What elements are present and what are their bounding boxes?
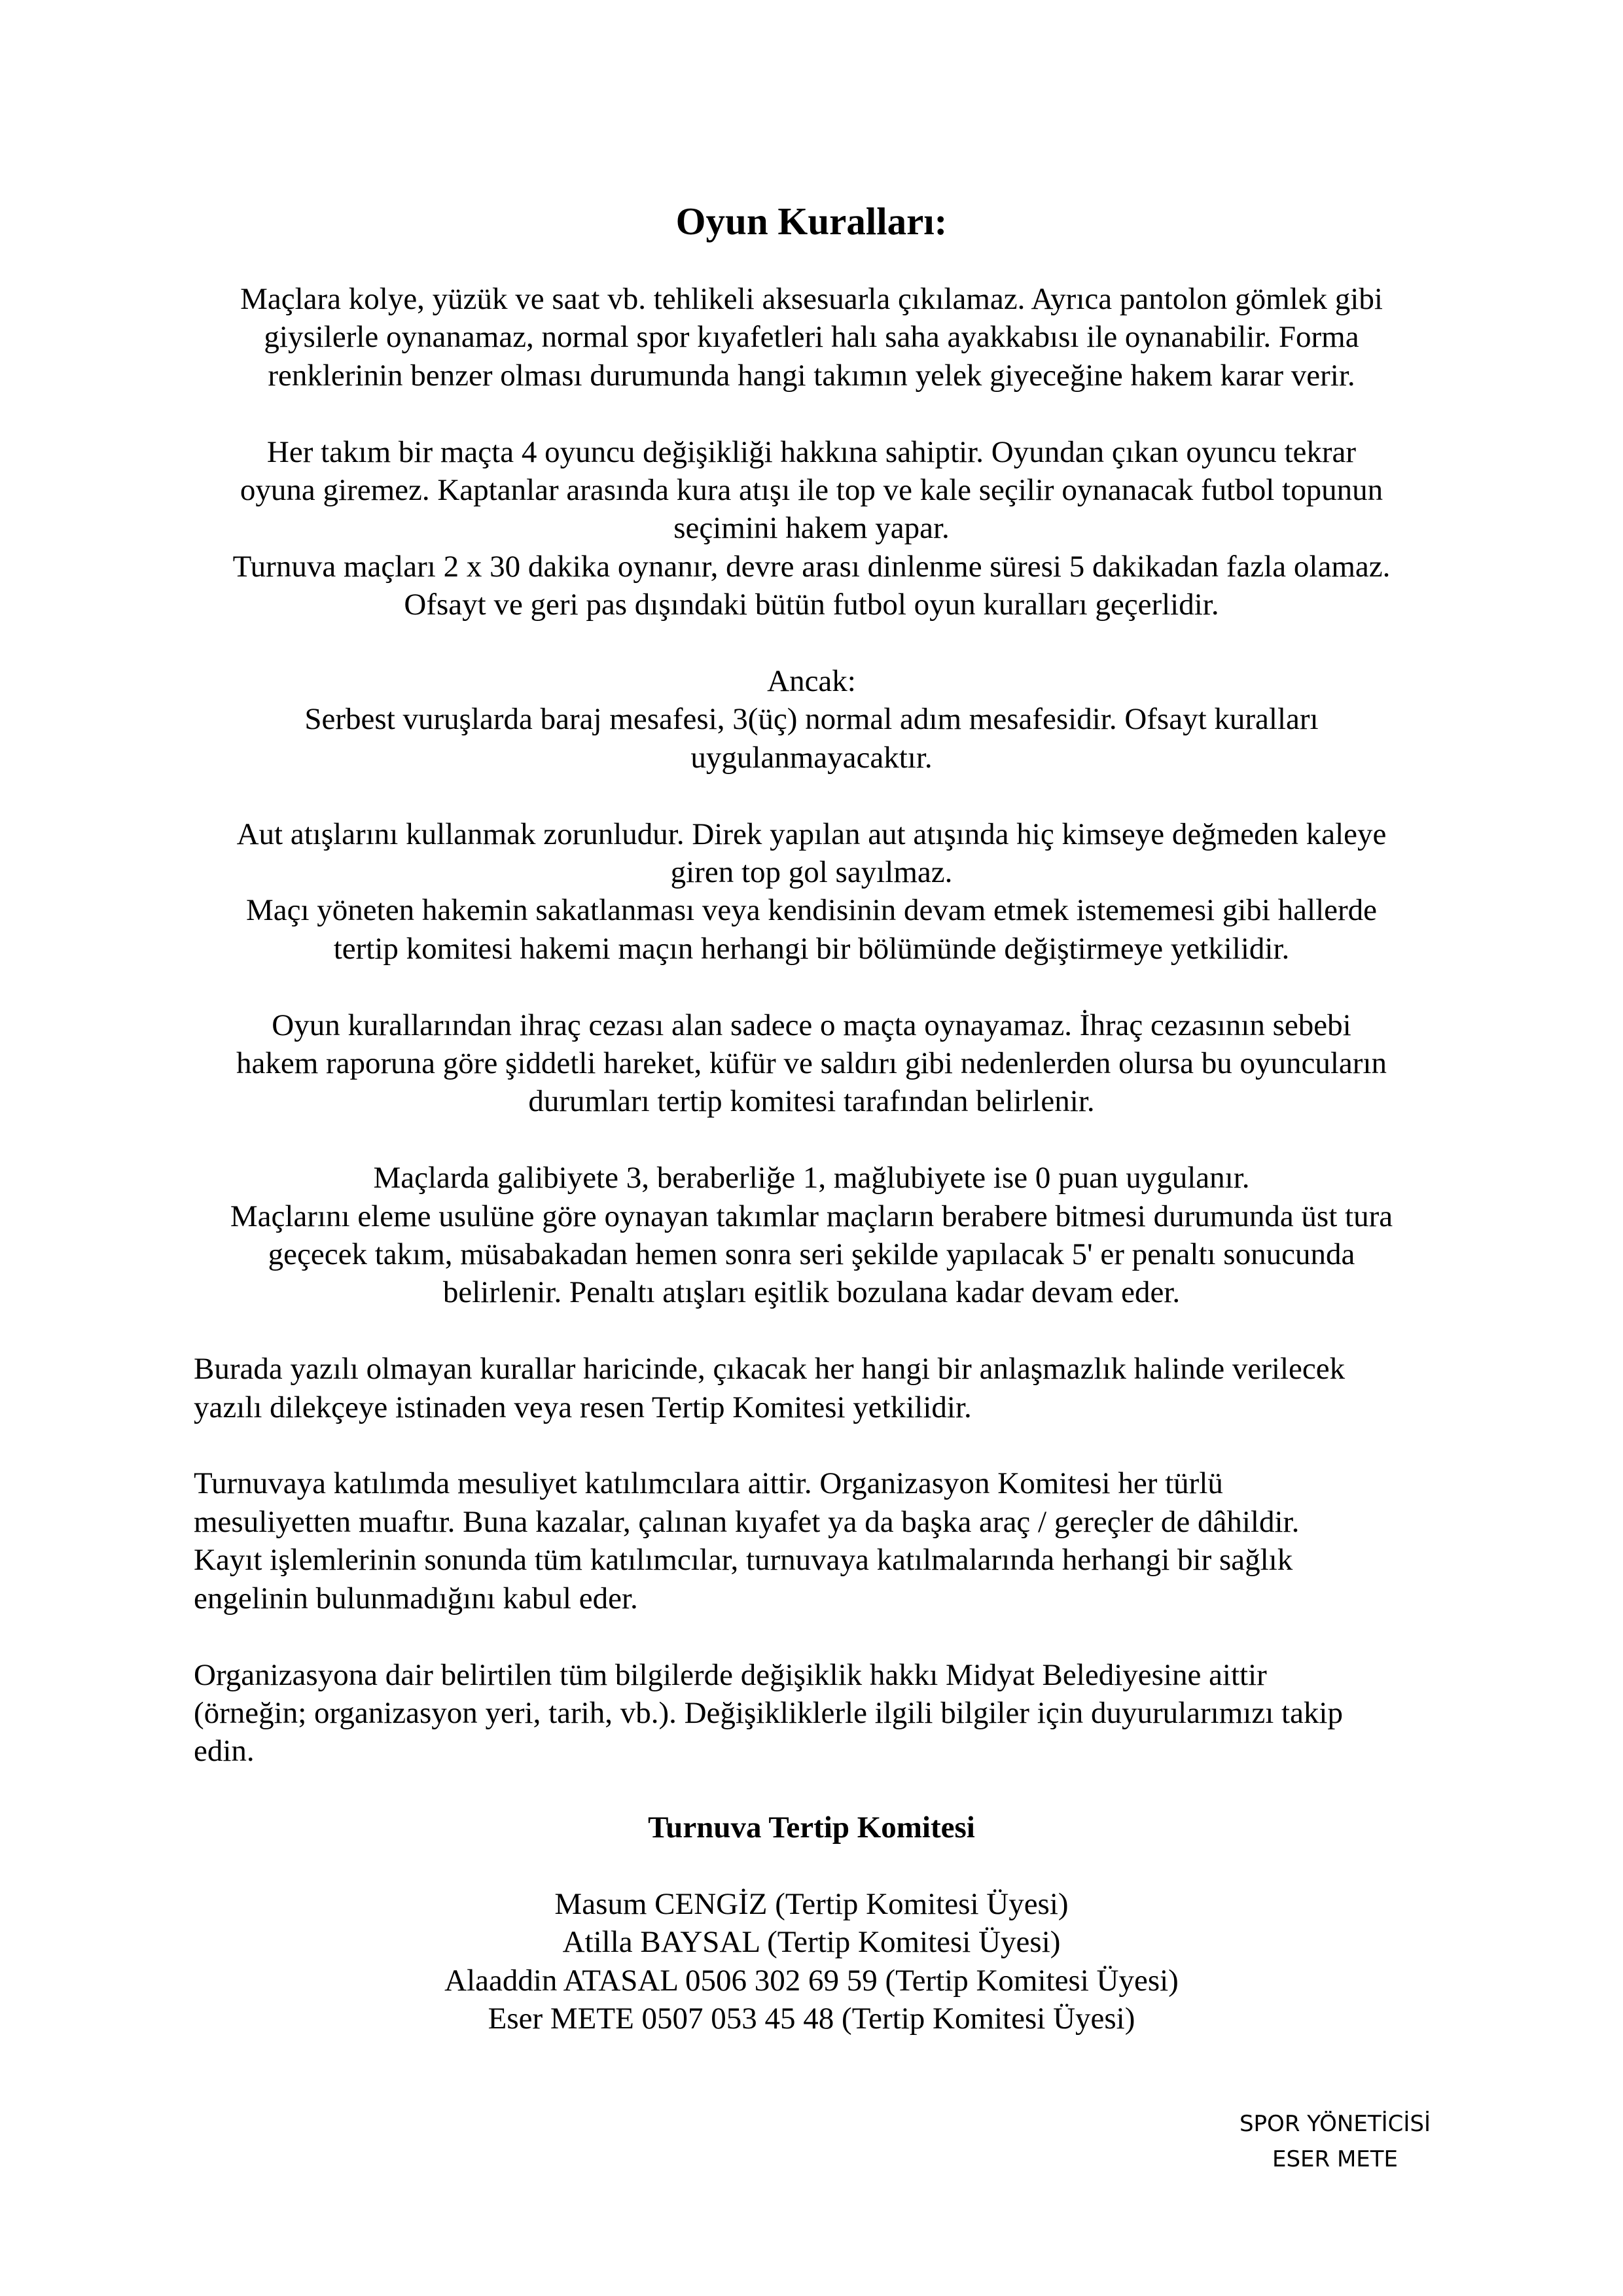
text-line: hakem raporuna göre şiddetli hareket, küfür ve saldırı gibi nedenlerden olursa bu oyuncuların [236, 1046, 1387, 1081]
paragraph-throw-in-referee [0, 815, 1623, 968]
text-line: Her takım bir maçta 4 oyuncu değişikliği hakkına sahiptir. Oyundan çıkan oyuncu tekrar [266, 434, 1357, 469]
text-line: Ofsayt ve geri pas dışındaki bütün futbol oyun kuralları geçerlidir. [404, 588, 1219, 622]
text-line: Turnuva maçları 2 x 30 dakika oynanır, devre arası dinlenme süresi 5 dakikadan fazla olamaz. [232, 549, 1391, 584]
paragraph-equipment-rules [0, 280, 1623, 395]
paragraph-liability [0, 1464, 1623, 1617]
text-line: uygulanmayacaktır. [690, 740, 933, 775]
text-line: Maçı yöneten hakemin sakatlanması veya kendisinin devam etmek istememesi gibi hallerde [245, 893, 1378, 928]
page-title: Oyun Kuralları: [675, 200, 948, 243]
text-line: Burada yazılı olmayan kurallar haricinde, çıkacak her hangi bir anlaşmazlık halinde verilecek [194, 1352, 1346, 1386]
text-line: yazılı dilekçeye istinaden veya resen Tertip Komitesi yetkilidir. [194, 1390, 972, 1424]
paragraph-substitution-rules [0, 433, 1623, 624]
signature-block [1217, 2106, 1453, 2177]
text-line: mesuliyetten muaftır. Buna kazalar, çalınan kıyafet ya da başka araç / gereçler de dâhildir. [194, 1504, 1300, 1539]
committee-member: Masum CENGİZ (Tertip Komitesi Üyesi) [554, 1886, 1069, 1921]
text-line: belirlenir. Penaltı atışları eşitlik bozulana kadar devam eder. [442, 1275, 1181, 1310]
committee-member: Eser METE 0507 053 45 48 (Tertip Komitesi Üyesi) [488, 2002, 1135, 2036]
text-line: Aut atışlarını kullanmak zorunludur. Direk yapılan aut atışında hiç kimseye değmeden kaleye [236, 817, 1387, 851]
text-line: tertip komitesi hakemi maçın herhangi bir bölümünde değiştirmeye yetkilidir. [333, 931, 1290, 966]
text-line: Organizasyona dair belirtilen tüm bilgilerde değişiklik hakkı Midyat Belediyesine aittir [194, 1657, 1267, 1692]
text-line: durumları tertip komitesi tarafından belirlenir. [528, 1084, 1095, 1119]
document-body [0, 280, 1623, 2038]
text-line: Oyun kurallarından ihraç cezası alan sadece o maçta oynayamaz. İhraç cezasının sebebi [272, 1008, 1351, 1042]
text-line: (örneğin; organizasyon yeri, tarih, vb.). Değişikliklerle ilgili bilgiler için duyurularımızı takip [194, 1695, 1343, 1730]
text-line: oyuna giremez. Kaptanlar arasında kura atışı ile top ve kale seçilir oynanacak futbol topunun [240, 473, 1383, 508]
paragraph-exceptions [0, 662, 1623, 777]
signature-name: ESER METE [1272, 2146, 1399, 2172]
committee-members [0, 1885, 1623, 2038]
text-line: Ancak: [767, 664, 856, 699]
text-line: geçecek takım, müsabakadan hemen sonra seri şekilde yapılacak 5' er penaltı sonucunda [268, 1237, 1355, 1272]
text-line: giysilerle oynanamaz, normal spor kıyafetleri halı saha ayakkabısı ile oynanabilir. Forma [264, 320, 1359, 355]
paragraph-changes [0, 1656, 1623, 1771]
paragraph-scoring [0, 1159, 1623, 1312]
text-line: Maçlarını eleme usulüne göre oynayan takımlar maçların berabere bitmesi durumunda üst tura [230, 1199, 1393, 1233]
committee-member: Atilla BAYSAL (Tertip Komitesi Üyesi) [562, 1925, 1061, 1960]
text-line: Maçlara kolye, yüzük ve saat vb. tehlikeli aksesuarla çıkılamaz. Ayrıca pantolon gömlek gibi [240, 282, 1383, 316]
text-line: Turnuvaya katılımda mesuliyet katılımcılara aittir. Organizasyon Komitesi her türlü [194, 1466, 1223, 1501]
text-line: Maçlarda galibiyete 3, beraberliğe 1, mağlubiyete ise 0 puan uygulanır. [373, 1161, 1250, 1195]
text-line: seçimini hakem yapar. [673, 511, 950, 546]
committee-title: Turnuva Tertip Komitesi [648, 1810, 975, 1845]
text-line: engelinin bulunmadığını kabul eder. [194, 1581, 638, 1616]
paragraph-disqualification [0, 1006, 1623, 1121]
paragraph-disputes [0, 1350, 1623, 1426]
committee-member: Alaaddin ATASAL 0506 302 69 59 (Tertip Komitesi Üyesi) [444, 1963, 1179, 1998]
signature-role: SPOR YÖNETİCİSİ [1239, 2111, 1431, 2137]
text-line: Kayıt işlemlerinin sonunda tüm katılımcılar, turnuvaya katılmalarında herhangi bir sağlık [194, 1543, 1293, 1578]
text-line: giren top gol sayılmaz. [670, 855, 953, 890]
text-line: edin. [194, 1734, 255, 1769]
text-line: renklerinin benzer olması durumunda hangi takımın yelek giyeceğine hakem karar verir. [268, 358, 1355, 393]
text-line: Serbest vuruşlarda baraj mesafesi, 3(üç) normal adım mesafesidir. Ofsayt kuralları [304, 702, 1319, 737]
